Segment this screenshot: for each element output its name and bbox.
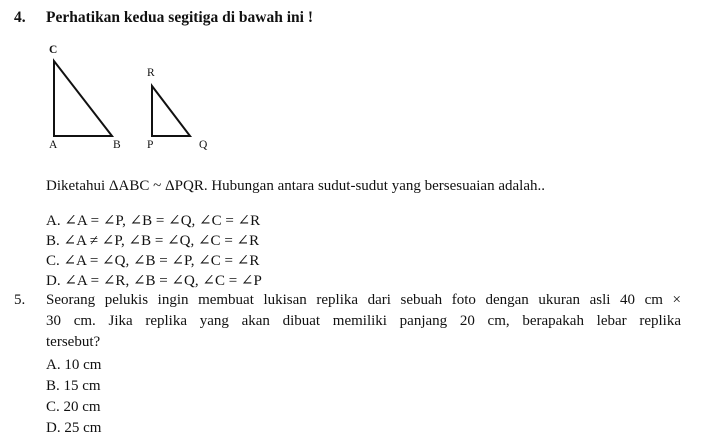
triangle-pqr-label-p: P bbox=[147, 139, 154, 151]
question-4-stem: Diketahui ΔABC ~ ΔPQR. Hubungan antara sudut-sudut yang bersesuaian adalah.. bbox=[46, 178, 545, 194]
question-4-option-b[interactable]: B. ∠A ≠ ∠P, ∠B = ∠Q, ∠C = ∠R bbox=[46, 233, 260, 249]
triangle-abc-label-a: A bbox=[49, 139, 58, 151]
triangle-abc bbox=[54, 61, 112, 136]
question-5-option-d[interactable]: D. 25 cm bbox=[46, 420, 102, 436]
question-4-option-d[interactable]: D. ∠A = ∠R, ∠B = ∠Q, ∠C = ∠P bbox=[46, 273, 262, 289]
question-5-stem-line-1: Seorang pelukis ingin membuat lukisan replika dari sebuah foto dengan ukuran asli 40 cm × bbox=[46, 292, 681, 308]
question-5-option-b[interactable]: B. 15 cm bbox=[46, 378, 101, 394]
question-4-option-c[interactable]: C. ∠A = ∠Q, ∠B = ∠P, ∠C = ∠R bbox=[46, 253, 260, 269]
question-4-number: 4. bbox=[14, 9, 26, 26]
triangle-abc-label-b: B bbox=[113, 139, 121, 151]
triangle-abc-label-c: C bbox=[49, 44, 58, 56]
question-5-number: 5. bbox=[14, 292, 26, 308]
question-4-title: Perhatikan kedua segitiga di bawah ini ! bbox=[46, 9, 313, 26]
triangle-pqr bbox=[152, 86, 190, 136]
question-4-option-a[interactable]: A. ∠A = ∠P, ∠B = ∠Q, ∠C = ∠R bbox=[46, 213, 261, 229]
triangle-pqr-label-r: R bbox=[147, 67, 155, 79]
question-5-option-a[interactable]: A. 10 cm bbox=[46, 357, 102, 373]
question-5-stem-line-3: tersebut? bbox=[46, 334, 101, 350]
question-5-stem-line-2: 30 cm. Jika replika yang akan dibuat memiliki panjang 20 cm, berapakah lebar replika bbox=[46, 313, 681, 329]
triangle-pqr-label-q: Q bbox=[199, 139, 208, 151]
question-5-option-c[interactable]: C. 20 cm bbox=[46, 399, 101, 415]
